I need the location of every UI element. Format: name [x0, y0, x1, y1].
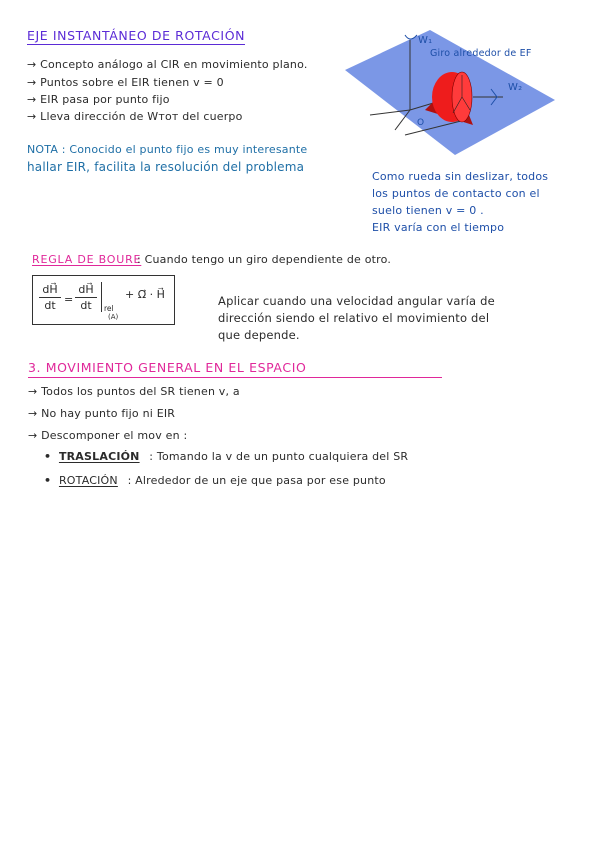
boure-formula — [32, 275, 175, 325]
traslacion-description: : Tomando la v de un punto cualquiera del SR — [149, 450, 409, 463]
formula-omega-term: + Ω⃗ · H⃗ — [125, 288, 165, 301]
boure-title: REGLA DE BOURE — [32, 253, 142, 266]
w1-caption: Giro alrededor de EF — [430, 48, 532, 59]
formula-denominator: dt — [80, 299, 92, 312]
list-item: → Lleva dirección de Wтот del cuerpo — [27, 110, 243, 123]
section-title-eje-instantaneo: EJE INSTANTÁNEO DE ROTACIÓN — [27, 28, 246, 43]
list-item: → Concepto análogo al CIR en movimiento plano. — [27, 58, 308, 71]
note-line: hallar EIR, facilita la resolución del problema — [27, 160, 305, 174]
list-item: → No hay punto fijo ni EIR — [28, 407, 176, 420]
figure-caption-line: EIR varía con el tiempo — [372, 221, 505, 234]
boure-description: : Cuando tengo un giro dependiente de otro. — [137, 253, 392, 266]
traslacion-term: TRASLACIÓN — [58, 450, 140, 463]
formula-denominator: dt — [44, 299, 56, 312]
list-item: → Puntos sobre el EIR tienen v = 0 — [27, 76, 224, 89]
formula-subscript-a: (A) — [108, 313, 119, 321]
bullet-dot-icon: • — [44, 474, 52, 487]
w1-label: W₁ — [418, 35, 433, 46]
list-item: → Todos los puntos del SR tienen v, a — [28, 385, 240, 398]
formula-fraction — [39, 283, 61, 312]
boure-explanation-line: Aplicar cuando una velocidad angular varía de — [218, 294, 495, 308]
figure-caption-line: suelo tienen v = 0 . — [372, 204, 484, 217]
rotacion-description: : Alrededor de un eje que pasa por ese punto — [127, 474, 386, 487]
boure-explanation-line: que depende. — [218, 328, 300, 342]
formula-numerator: dH⃗ — [42, 283, 58, 296]
rotacion-term: ROTACIÓN — [58, 474, 118, 487]
sub-list-item-traslacion — [44, 450, 408, 463]
boure-explanation-line: dirección siendo el relativo el movimiento del — [218, 311, 490, 325]
figure-caption-line: los puntos de contacto con el — [372, 187, 540, 200]
formula-evaluation-bar — [101, 282, 102, 312]
formula-equals: = — [64, 293, 74, 306]
origin-label: O — [417, 118, 425, 128]
list-item: → EIR pasa por punto fijo — [27, 93, 170, 106]
note-line: NOTA : Conocido el punto fijo es muy interesante — [27, 143, 308, 156]
figure-caption-line: Como rueda sin deslizar, todos — [372, 170, 549, 183]
list-item: → Descomponer el mov en : — [28, 429, 188, 442]
formula-fraction — [75, 283, 97, 312]
section-title-movimiento-general: 3. MOVIMIENTO GENERAL EN EL ESPACIO — [28, 360, 442, 378]
bullet-dot-icon: • — [44, 450, 52, 463]
sub-list-item-rotacion — [44, 474, 386, 487]
formula-subscript-rel: rel — [104, 304, 114, 313]
w2-label: W₂ — [508, 82, 523, 93]
formula-numerator: dH⃗ — [78, 283, 94, 296]
